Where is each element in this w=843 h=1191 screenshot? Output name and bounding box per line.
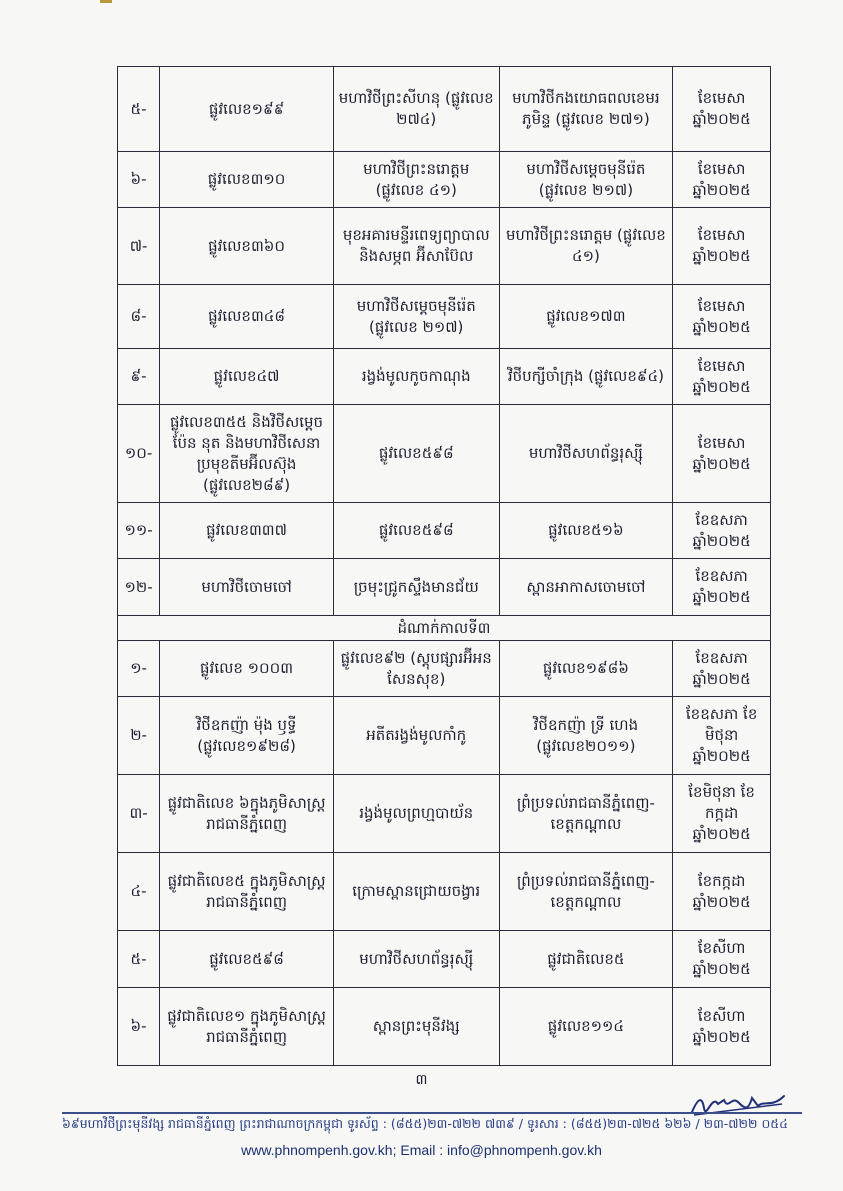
street-name: ផ្លូវលេខ៣៣៧ [160, 503, 334, 559]
start-point: ស្ពានព្រះមុនីវង្ស [333, 988, 499, 1066]
end-point: ផ្លូវលេខ១៧៣ [499, 285, 673, 349]
street-name: ផ្លូវលេខ៥៩៨ [160, 931, 334, 988]
start-point: មហាវិថីព្រះសីហនុ (ផ្លូវលេខ ២៧៤) [333, 67, 499, 152]
schedule-time: ខែមេសា ឆ្នាំ២០២៥ [673, 405, 771, 503]
table-row [118, 503, 771, 559]
table-row [118, 931, 771, 988]
table-row [118, 988, 771, 1066]
row-number: ១១- [118, 503, 160, 559]
street-name: ផ្លូវជាតិលេខ ៦ក្នុងភូមិសាស្ត្រ រាជធានីភ្នំពេញ [160, 775, 334, 853]
schedule-time: ខែឧសភា ឆ្នាំ២០២៥ [673, 641, 771, 697]
schedule-time: ខែសីហា ឆ្នាំ២០២៥ [673, 988, 771, 1066]
row-number: ៦- [118, 988, 160, 1066]
street-name: ផ្លូវជាតិលេខ៥ ក្នុងភូមិសាស្ត្រ រាជធានីភ្នំពេញ [160, 853, 334, 931]
schedule-time: ខែឧសភា ឆ្នាំ២០២៥ [673, 559, 771, 616]
schedule-time: ខែមិថុនា ខែកក្កដា ឆ្នាំ២០២៥ [673, 775, 771, 853]
row-number: ១- [118, 641, 160, 697]
street-name: ផ្លូវជាតិលេខ១ ក្នុងភូមិសាស្ត្រ រាជធានីភ្នំពេញ [160, 988, 334, 1066]
end-point: ព្រំប្រទល់រាជធានីភ្នំពេញ- ខេត្តកណ្តាល [499, 775, 673, 853]
start-point: អតីតរង្វង់មូលកាំកូ [333, 697, 499, 775]
table-row [118, 349, 771, 405]
street-name: មហាវិថីចោមចៅ [160, 559, 334, 616]
table-row [118, 405, 771, 503]
table-row [118, 285, 771, 349]
table-row [118, 641, 771, 697]
end-point: មហាវិថីសម្តេចមុនីរ៉េត (ផ្លូវលេខ ២១៧) [499, 152, 673, 208]
table-row [118, 67, 771, 152]
schedule-time: ខែឧសភា ឆ្នាំ២០២៥ [673, 503, 771, 559]
start-point: រង្វង់មូលកូចកាណុង [333, 349, 499, 405]
end-point: ស្ពានអាកាសចោមចៅ [499, 559, 673, 616]
start-point: រង្វង់មូលព្រហ្មបាយ័ន [333, 775, 499, 853]
row-number: ៦- [118, 152, 160, 208]
footer-address: ៦៩មហាវិថីព្រះមុនីវង្ស រាជធានីភ្នំពេញ ព្រះរាជាណាចក្រកម្ពុជា ទូរស័ព្ទ : (៨៥៥)២៣-៧២២ ៧៣៩ / ទូរសារ : (៨៥៥)២៣-៧២៥ ៦២៦ / ២៣-៧២២ ០៥៤ [62, 1116, 788, 1131]
end-point: វិថីឧកញ៉ា ទ្រី ហេង (ផ្លូវលេខ២០១១) [499, 697, 673, 775]
end-point: ព្រំប្រទល់រាជធានីភ្នំពេញ- ខេត្តកណ្តាល [499, 853, 673, 931]
end-point: វិថីបក្សីចាំក្រុង (ផ្លូវលេខ៩៤) [499, 349, 673, 405]
end-point: ផ្លូវលេខ១៩៨៦ [499, 641, 673, 697]
row-number: ៥- [118, 67, 160, 152]
street-name: ផ្លូវលេខ៣៤៨ [160, 285, 334, 349]
street-name: ផ្លូវលេខ៣១០ [160, 152, 334, 208]
start-point: ក្រោមស្ពានជ្រោយចង្វារ [333, 853, 499, 931]
end-point: ផ្លូវជាតិលេខ៥ [499, 931, 673, 988]
row-number: ១០- [118, 405, 160, 503]
table-row [118, 559, 771, 616]
street-name: វិថីឧកញ៉ា ម៉ុង ឫទ្ធី (ផ្លូវលេខ១៩២៨) [160, 697, 334, 775]
schedule-time: ខែឧសភា ខែមិថុនា ឆ្នាំ២០២៥ [673, 697, 771, 775]
footer-contact: www.phnompenh.gov.kh; Email : info@phnompenh.gov.kh [241, 1142, 602, 1158]
start-point: មហាវិថីសម្តេចមុនីរ៉េត (ផ្លូវលេខ ២១៧) [333, 285, 499, 349]
row-number: ២- [118, 697, 160, 775]
table-row [118, 208, 771, 285]
schedule-time: ខែមេសា ឆ្នាំ២០២៥ [673, 349, 771, 405]
schedule-time: ខែមេសា ឆ្នាំ២០២៥ [673, 208, 771, 285]
start-point: មហាវិថីសហព័ន្ធរុស្ស៊ី [333, 931, 499, 988]
road-schedule-table [117, 66, 771, 1066]
street-name: ផ្លូវលេខ១៩៩ [160, 67, 334, 152]
start-point: ផ្លូវលេខ៩២ (ស្តុបផ្សារអ៊ីអន សែនសុខ) [333, 641, 499, 697]
page-number: ៣ [415, 1072, 428, 1088]
row-number: ៥- [118, 931, 160, 988]
row-number: ១២- [118, 559, 160, 616]
schedule-time: ខែមេសា ឆ្នាំ២០២៥ [673, 67, 771, 152]
start-point: ផ្លូវលេខ៥៩៨ [333, 405, 499, 503]
schedule-time: ខែមេសា ឆ្នាំ២០២៥ [673, 285, 771, 349]
row-number: ៩- [118, 349, 160, 405]
start-point: ច្រមុះជ្រូកស្ទឹងមានជ័យ [333, 559, 499, 616]
row-number: ៧- [118, 208, 160, 285]
end-point: មហាវិថីសហព័ន្ធរុស្ស៊ី [499, 405, 673, 503]
table-row [118, 697, 771, 775]
table-row [118, 152, 771, 208]
start-point: មហាវិថីព្រះនរោត្តម (ផ្លូវលេខ ៤១) [333, 152, 499, 208]
street-name: ផ្លូវលេខ៣៦០ [160, 208, 334, 285]
start-point: មុខអគារមន្ទីរពេទ្យព្យាបាល និងសម្ភព អ៊ីសាប៊ែល [333, 208, 499, 285]
row-number: ៨- [118, 285, 160, 349]
row-number: ៤- [118, 853, 160, 931]
schedule-time: ខែសីហា ឆ្នាំ២០២៥ [673, 931, 771, 988]
footer-divider [62, 1112, 802, 1114]
end-point: មហាវិថីព្រះនរោត្តម (ផ្លូវលេខ ៤១) [499, 208, 673, 285]
end-point: ផ្លូវលេខ៥១៦ [499, 503, 673, 559]
end-point: មហាវិថីកងយោធពលខេមរភូមិន្ទ (ផ្លូវលេខ ២៧១) [499, 67, 673, 152]
street-name: ផ្លូវលេខ៤៧ [160, 349, 334, 405]
table-row [118, 775, 771, 853]
end-point: ផ្លូវលេខ១១៤ [499, 988, 673, 1066]
table-row [118, 853, 771, 931]
street-name: ផ្លូវលេខ ១០០៣ [160, 641, 334, 697]
schedule-time: ខែមេសា ឆ្នាំ២០២៥ [673, 152, 771, 208]
phase-heading-row [118, 616, 771, 641]
street-name: ផ្លូវលេខ៣៥៥ និងវិថីសម្ដេចប៉ែន នុត និងមហាវិថីសេនាប្រមុខតីមអ៊ីលស៊ុង (ផ្លូវលេខ២៨៩) [160, 405, 334, 503]
phase-heading: ដំណាក់កាលទី៣ [118, 616, 771, 641]
schedule-time: ខែកក្កដា ឆ្នាំ២០២៥ [673, 853, 771, 931]
scan-mark [100, 0, 112, 3]
row-number: ៣- [118, 775, 160, 853]
start-point: ផ្លូវលេខ៥៩៨ [333, 503, 499, 559]
